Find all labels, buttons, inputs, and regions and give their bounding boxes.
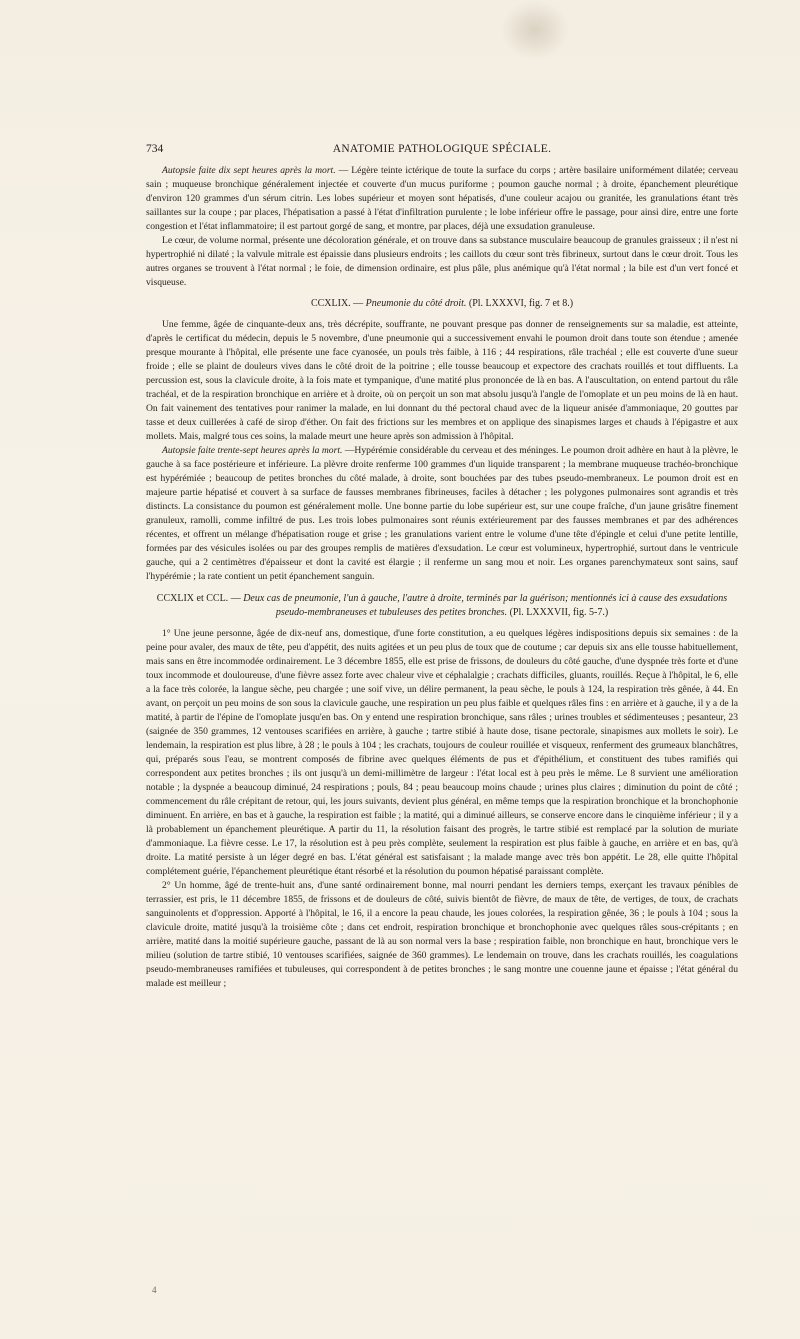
- paragraph-lead: Autopsie faite trente-sept heures après la mort.: [162, 445, 343, 456]
- page-number: 734: [146, 143, 164, 155]
- running-head: ANATOMIE PATHOLOGIQUE SPÉCIALE.: [332, 143, 552, 155]
- case-number: CCXLIX.: [310, 298, 351, 309]
- paragraph: [146, 627, 738, 879]
- paragraph: [146, 234, 738, 290]
- paragraph-text: 1° Une jeune personne, âgée de dix-neuf ans, domestique, d'une forte constitution, a eu quelques légères indispositions depuis six semaines : de la peine pour avaler, des maux de tête, peu d'appétit, des nuits agitées et un peu plus de toux que de coutume ; car depuis six ans elle tousse habituellement, mais sans en être incommodée ordinairement. Le 3 décembre 1855, elle est prise de frissons, de douleurs du côté gauche, d'une dyspnée très forte et d'une toux incommode et douloureuse, d'une fièvre assez forte avec chaleur vive et céphalalgie ; crachats difficiles, gluants, rouillés. Reçue à l'hôpital, le 6, elle a la face très colorée, la langue sèche, peu chargée ; une soif vive, un délire permanent, la peau sèche, le pouls à 124, la respiration très gênée, à 44. En avant, on perçoit un peu moins de son sous la clavicule gauche, une respiration un peu plus faible et quelques râles fins : en arrière et à gauche, il y a de la matité, à partir de l'épine de l'omoplate jusqu'en bas. On y entend une respiration bronchique, sans râles ; urines troubles et sédimenteuses ; pesanteur, 23 (saignée de 350 grammes, 12 ventouses scarifiées en arrière, à gauche ; tartre stibié à haute dose, tisane pectorale, sinapismes aux mollets le soir). Le lendemain, la respiration est plus libre, à 28 ; le pouls à 104 ; les crachats, toujours de couleur rouillée et visqueux, renferment des grumeaux blanchâtres, qui, préparés sous l'eau, se montrent composés de fibrine avec quelques éléments de pus et d'épithélium, et constituent des tubes ramifiés qui correspondent aux petites bronches ; ils ont jusqu'à un demi-millimètre de largeur : l'état local est à peu près le même. Le 8 survient une amélioration notable ; la dyspnée a beaucoup diminué, 24 respirations ; pouls, 84 ; peau beaucoup moins chaude ; urines plus claires ; diminution du point de côté ; commencement du râle crépitant de retour, qui, les jours suivants, devient plus général, en même temps que la respiration bronchique et la bronchophonie diminuent. En arrière, en bas et à gauche, la respiration est faible ; la matité, qui a diminué ailleurs, se conserve encore dans le cinquième inférieur ; il y a là probablement un épanchement pleurétique. A partir du 11, la résolution faisant des progrès, le tartre stibié est remplacé par la solution de muriate d'ammoniaque. La fièvre cesse. Le 17, la résolution est à peu près complète, seulement la respiration est plus faible à gauche, en arrière et en bas, qu'à droite. La matité persiste à un léger degré en bas. L'état général est satisfaisant ; la malade mange avec très bon appétit. Le 28, elle quitte l'hôpital complétement guérie, l'épanchement pleurétique étant résorbé et la résolution du poumon hépatisé paraissant complète.: [146, 628, 738, 877]
- case-title-line1: Deux cas de pneumonie, l'un à gauche, l'autre à droite, terminés par la guérison; mentionnés ici à cause des exsudations: [243, 593, 728, 604]
- paragraph: [146, 444, 738, 584]
- paragraph: [146, 164, 738, 234]
- body-text: [146, 164, 738, 991]
- case-plate-ref: (Pl. LXXXVI, fig. 7 et 8.): [466, 298, 574, 309]
- printer-mark: 4: [152, 1285, 157, 1295]
- paragraph-text: Le cœur, de volume normal, présente une décoloration générale, et on trouve dans sa substance musculaire beaucoup de granules graisseux ; il n'est ni hypertrophié ni dilaté ; la valvule mitrale est épaissie dans plusieurs endroits ; les caillots du cœur sont très fibrineux, surtout dans le cœur droit. Tous les autres organes se trouvent à l'état normal ; le foie, de dimension ordinaire, est plus pâle, plus anémique qu'à l'état normal ; la bile est d'un vert foncé et visqueuse.: [146, 235, 738, 288]
- case-heading: [146, 592, 738, 620]
- paragraph-text: Une femme, âgée de cinquante-deux ans, très décrépite, souffrante, ne pouvant presque pas donner de renseignements sur sa maladie, est atteinte, d'après le certificat du médecin, depuis le 5 novembre, d'une pneumonie qui a successivement envahi le poumon droit dans toute son étendue ; amenée presque mourante à l'hôpital, elle présente une face cyanosée, un pouls très faible, à 116 ; 44 respirations, râle trachéal ; elle est couverte d'une sueur froide ; elle se plaint de douleurs vives dans le côté droit de la poitrine ; elle tousse beaucoup et expectore des crachats rouillés et tout diffluents. La percussion est, sous la clavicule droite, à la fois mate et tympanique, d'une matité plus prononcée de là en bas. A l'auscultation, on entend partout du râle trachéal, et de la respiration bronchique en arrière et à droite, où on perçoit un son mat absolu jusqu'à l'angle de l'omoplate et un peu moins de là en haut. On fait vainement des tentatives pour ranimer la malade, en lui donnant du thé pectoral chaud avec de la liqueur anisée d'ammoniaque, 20 gouttes par tasse et deux cuillerées à café de sirop d'éther. On fait des frictions sur les membres et on applique des sinapismes larges et chauds à l'épigastre et aux mollets. Mais, malgré tous ces soins, la malade meurt une heure après son admission à l'hôpital.: [146, 319, 738, 442]
- paragraph: [146, 879, 738, 991]
- page-header: [146, 143, 738, 161]
- case-number: CCXLIX et CCL.: [156, 593, 229, 604]
- paragraph-text: — Légère teinte ictérique de toute la surface du corps ; artère basilaire uniformément dilatée; cerveau sain ; muqueuse bronchique généralement injectée et couverte d'un mucus puriforme ; poumon gauche normal ; à droite, épanchement pleurétique d'environ 120 grammes d'un sérum citrin. Les lobes supérieur et moyen sont hépatisés, d'une couleur acajou ou granitée, les granulations étant très saillantes sur la coupe ; par places, l'hépatisation a passé à l'état d'infiltration purulente ; le lobe inférieur offre le passage, pour ainsi dire, entre une forte congestion et l'état inflammatoire; il est partout gorgé de sang, et montre, par places, déjà une exsudation granuleuse.: [146, 165, 738, 232]
- paragraph-text: —Hypérémie considérable du cerveau et des méninges. Le poumon droit adhère en haut à la plèvre, le gauche à sa face postérieure et inférieure. La plèvre droite renferme 100 grammes d'un liquide transparent ; la membrane muqueuse trachéo-bronchique est hypérémiée ; beaucoup de petites bronches du côté malade, à droite, sont bouchées par des tubes pseudo-membraneux. Le poumon droit est en majeure partie hépatisé et couvert à sa surface de fausses membranes fibrineuses, faciles à détacher ; les polygones pulmonaires sont agrandis et très distincts. La consistance du poumon est généralement molle. Une bonne partie du lobe supérieur est, sur une coupe fraîche, d'un jaune grisâtre finement granuleux, ramolli, comme infiltré de pus. Les trois lobes pulmonaires sont réunis extérieurement par des fausses membranes et par des adhérences récentes, et offrent un mélange d'hépatisation rouge et grise ; les granulations varient entre le volume d'une tête d'épingle et celui d'une petite lentille, formées par des vésicules isolées ou par des groupes remplis de matières d'exsudation. Le cœur est volumineux, hypertrophié, surtout dans le ventricule gauche, qui a 2 centimètres d'épaisseur et dont la cavité est élargie ; il renferme un sang mou et noir. Les organes parenchymateux sont sains, sauf l'hypérémie ; la rate contient un petit épanchement sanguin.: [146, 445, 738, 582]
- case-heading: [146, 297, 738, 311]
- case-title-line2: pseudo-membraneuses et tubuleuses des petites bronches.: [275, 607, 508, 618]
- paragraph-lead: Autopsie faite dix sept heures après la mort.: [162, 165, 336, 176]
- paper-stain: [500, 0, 570, 60]
- case-dash: —: [350, 298, 366, 309]
- case-plate-ref: (Pl. LXXXVII, fig. 5-7.): [507, 607, 609, 618]
- paragraph: [146, 318, 738, 444]
- case-title: Pneumonie du côté droit.: [365, 298, 467, 309]
- paragraph-text: 2° Un homme, âgé de trente-huit ans, d'une santé ordinairement bonne, mal nourri pendant les derniers temps, exerçant les travaux pénibles de terrassier, est pris, le 11 décembre 1855, de frissons et de douleurs de côté, suivis bientôt de fièvre, de maux de tête, de vertiges, de toux, de crachats sanguinolents et d'oppression. Apporté à l'hôpital, le 16, il a encore la peau chaude, les joues colorées, la respiration gênée, 36 ; le pouls à 104 ; sous la clavicule droite, matité jusqu'à la troisième côte ; dans cet endroit, respiration bronchique et bronchophonie avec quelques râles sous-crépitants ; en arrière, matité dans la moitié supérieure gauche, passant de là au son normal vers la base ; respiration faible, non bronchique en haut, bronchique vers le milieu (solution de tartre stibié, 10 ventouses scarifiées, saignée de 360 grammes). Le lendemain on trouve, dans les crachats rouillés, les coagulations pseudo-membraneuses ramifiées et tubuleuses, qui correspondent à de petites bronches ; le sang montre une couenne jaune et épaisse ; l'état général du malade est meilleur ;: [146, 880, 738, 989]
- case-dash: —: [228, 593, 244, 604]
